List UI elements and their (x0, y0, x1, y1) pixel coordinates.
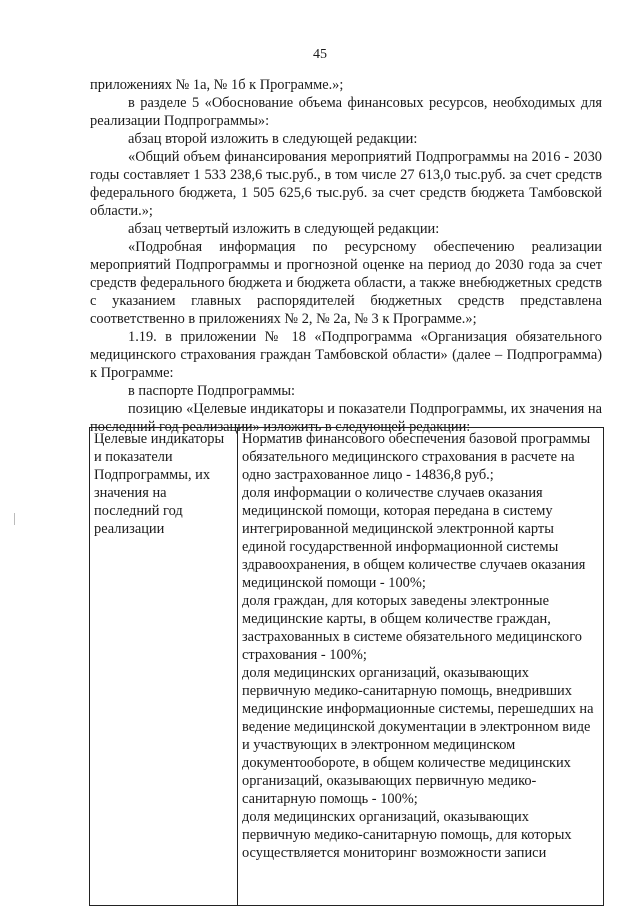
indicator-item: доля медицинских организаций, оказывающих первичную медико-санитарную помощь, для которых осуществляется мониторинг возможности записи (242, 809, 572, 861)
table-row (90, 428, 604, 906)
page-number: 45 (313, 47, 327, 62)
paragraph: в паспорте Подпрограммы: (128, 383, 295, 399)
indicator-label: Целевые индикаторы и показатели Подпрограммы, их значения на последний год реализации (94, 431, 225, 537)
indicator-item: доля граждан, для которых заведены электронные медицинские карты, в общем количестве граждан, застрахованных в системе обязательного медицинского страхования - 100%; (242, 593, 582, 663)
indicator-label-cell (90, 428, 238, 906)
scan-artifact (14, 513, 15, 525)
paragraph: в разделе 5 «Обоснование объема финансовых ресурсов, необходимых для реализации Подпрограммы»: (90, 95, 602, 129)
paragraph: приложениях № 1а, № 1б к Программе.»; (90, 77, 344, 93)
paragraph: позицию «Целевые индикаторы и показатели Подпрограммы, их значения на последний год реализации» изложить в следующей редакции: (90, 401, 602, 435)
indicator-item: доля информации о количестве случаев оказания медицинской помощи, которая передана в систему интегрированной медицинской электронной карты единой государственной информационной системы здравоохранения, в общем количестве случаев оказания медицинской помощи - 100%; (242, 485, 586, 591)
paragraph: абзац четвертый изложить в следующей редакции: (128, 221, 440, 237)
paragraph: «Общий объем финансирования мероприятий Подпрограммы на 2016 - 2030 годы составляет 1 533 238,6 тыс.руб., в том числе 27 613,0 тыс.руб. за счет средств федерального бюджета, 1 505 625,6 тыс.руб. за счет средств бюджета Тамбовской области.»; (90, 149, 602, 219)
paragraph: абзац второй изложить в следующей редакции: (128, 131, 418, 147)
indicator-item: доля медицинских организаций, оказывающих первичную медико-санитарную помощь, внедривших медицинские информационные системы, перешедших на ведение медицинской документации в электронном виде и участвующих в электронном медицинском документообороте, в общем количестве медицинских организаций, оказывающих первичную медико-санитарную помощь - 100%; (242, 665, 594, 807)
paragraph: 1.19. в приложении № 18 «Подпрограмма «Организация обязательного медицинского страхования граждан Тамбовской области» (далее – Подпрограмма) к Программе: (90, 329, 602, 381)
body-text (90, 76, 602, 436)
paragraph: «Подробная информация по ресурсному обеспечению реализации мероприятий Подпрограммы и прогнозной оценке на период до 2030 года за счет средств федерального бюджета и бюджета области, а также внебюджетных средств с указанием главных распорядителей бюджетных средств представлена соответственно в приложениях № 2, № 2а, № 3 к Программе.»; (90, 239, 602, 327)
indicator-item: Норматив финансового обеспечения базовой программы обязательного медицинского страхования в расчете на одно застрахованное лицо - 14836,8 руб.; (242, 431, 591, 483)
passport-table (89, 427, 604, 906)
indicator-content-cell (238, 428, 604, 906)
